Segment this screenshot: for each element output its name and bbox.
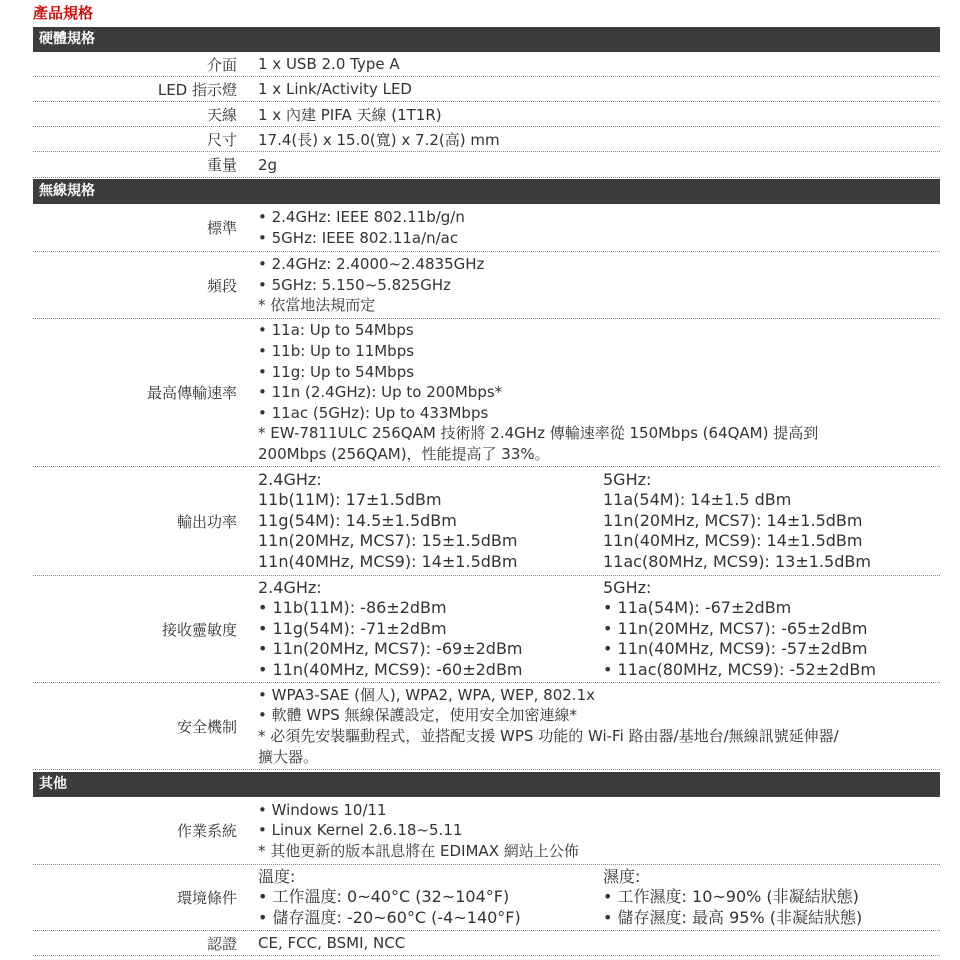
list-item: • 11n(40MHz, MCS9): -60±2dBm	[258, 660, 598, 681]
row-label: 作業系統	[176, 822, 237, 840]
spec-row-security	[33, 683, 940, 770]
row-label: 認證	[206, 934, 237, 953]
section-header-other: 其他	[33, 772, 940, 797]
footnote: 200Mbps (256QAM)，性能提高了 33%。	[258, 444, 550, 463]
column-head: 5GHz:	[603, 469, 652, 489]
column-head: 5GHz:	[603, 577, 652, 597]
list-item: • 11g(54M): -71±2dBm	[258, 619, 598, 640]
column-head: 2.4GHz:	[258, 577, 322, 597]
row-label: 標準	[206, 219, 237, 237]
list-item: • 11n (2.4GHz): Up to 200Mbps*	[258, 382, 940, 403]
list-item: • 11n(20MHz, MCS7): -69±2dBm	[258, 639, 598, 660]
row-label: 重量	[206, 156, 237, 174]
list-item: • 11a(54M): -67±2dBm	[603, 598, 940, 619]
spec-row-max-rate	[33, 319, 940, 467]
row-value: 1 x 內建 PIFA 天線 (1T1R)	[258, 105, 442, 124]
list-item: 11n(20MHz, MCS7): 15±1.5dBm	[258, 531, 518, 551]
section-header-wireless: 無線規格	[33, 179, 940, 204]
spec-row-rx-sensitivity	[33, 576, 940, 683]
list-item: • 11b(11M): -86±2dBm	[258, 598, 598, 619]
row-label: 最高傳輸速率	[146, 384, 237, 402]
list-item: • 11a: Up to 54Mbps	[258, 320, 940, 341]
section-header-hardware: 硬體規格	[33, 27, 940, 52]
list-item: • 11ac(80MHz, MCS9): -52±2dBm	[603, 660, 940, 681]
row-label: 介面	[206, 55, 237, 74]
list-item: 11b(11M): 17±1.5dBm	[258, 490, 442, 510]
spec-row-standard	[33, 204, 940, 252]
list-item: • 軟體 WPS 無線保護設定，使用安全加密連線*	[258, 705, 940, 726]
list-item: • 11g: Up to 54Mbps	[258, 362, 940, 383]
footnote: 擴大器。	[258, 747, 319, 766]
column-head: 2.4GHz:	[258, 469, 322, 489]
list-item: 11a(54M): 14±1.5 dBm	[603, 490, 792, 510]
list-item: • WPA3-SAE (個人), WPA2, WPA, WEP, 802.1x	[258, 685, 940, 706]
list-item: • 11n(40MHz, MCS9): -57±2dBm	[603, 639, 940, 660]
spec-row-dimensions	[33, 127, 940, 152]
list-item: • Windows 10/11	[258, 800, 940, 821]
list-item: • 11n(20MHz, MCS7): -65±2dBm	[603, 619, 940, 640]
spec-row-led	[33, 77, 940, 102]
row-label: 環境條件	[176, 889, 237, 907]
list-item: • 11ac (5GHz): Up to 433Mbps	[258, 403, 940, 424]
row-value: 17.4(長) x 15.0(寬) x 7.2(高) mm	[258, 130, 500, 149]
spec-row-antenna	[33, 102, 940, 127]
list-item: 11n(40MHz, MCS9): 14±1.5dBm	[258, 551, 518, 571]
row-value: 2g	[258, 155, 278, 174]
footnote: * EW-7811ULC 256QAM 技術將 2.4GHz 傳輸速率從 150Mbps (64QAM) 提高到	[258, 424, 819, 443]
row-label: 輸出功率	[176, 512, 237, 531]
spec-row-interface	[33, 52, 940, 77]
row-label: 天線	[206, 105, 237, 124]
spec-row-os	[33, 797, 940, 865]
footnote: * 依當地法規而定	[258, 296, 376, 315]
row-label: 接收靈敏度	[161, 620, 237, 639]
row-value: 1 x Link/Activity LED	[258, 80, 412, 98]
list-item: 11n(40MHz, MCS9): 14±1.5dBm	[603, 531, 863, 551]
row-label: 頻段	[206, 276, 237, 295]
row-label: 尺寸	[206, 130, 237, 149]
spec-row-certification	[33, 931, 940, 956]
list-item: 11ac(80MHz, MCS9): 13±1.5dBm	[603, 551, 871, 571]
row-label: 安全機制	[176, 717, 237, 736]
list-item: • 5GHz: 5.150~5.825GHz	[258, 275, 940, 296]
list-item: • 工作濕度: 10~90% (非凝結狀態)	[603, 887, 940, 908]
list-item: 11g(54M): 14.5±1.5dBm	[258, 510, 457, 530]
footnote: * 其他更新的版本訊息將在 EDIMAX 網站上公佈	[258, 841, 579, 860]
list-item: • 工作溫度: 0~40°C (32~104°F)	[258, 887, 598, 908]
list-item: • 儲存溫度: -20~60°C (-4~140°F)	[258, 908, 598, 929]
footnote: * 必須先安裝驅動程式，並搭配支援 WPS 功能的 Wi-Fi 路由器/基地台/無線訊號延伸器/	[258, 727, 839, 745]
row-value: CE, FCC, BSMI, NCC	[258, 934, 406, 952]
page-title: 產品規格	[33, 4, 94, 22]
spec-row-weight	[33, 152, 940, 178]
spec-row-output-power	[33, 467, 940, 576]
list-item: • 儲存濕度: 最高 95% (非凝結狀態)	[603, 908, 940, 929]
list-item: • 2.4GHz: IEEE 802.11b/g/n	[258, 207, 940, 228]
spec-row-environment	[33, 865, 940, 931]
row-value: 1 x USB 2.0 Type A	[258, 55, 400, 73]
list-item: 11n(20MHz, MCS7): 14±1.5dBm	[603, 510, 863, 530]
list-item: • Linux Kernel 2.6.18~5.11	[258, 820, 940, 841]
row-label: LED 指示燈	[157, 80, 237, 99]
list-item: • 11b: Up to 11Mbps	[258, 341, 940, 362]
column-head: 溫度:	[258, 866, 296, 886]
list-item: • 2.4GHz: 2.4000~2.4835GHz	[258, 254, 940, 275]
column-head: 濕度:	[603, 866, 641, 886]
list-item: • 5GHz: IEEE 802.11a/n/ac	[258, 228, 940, 249]
spec-row-frequency	[33, 252, 940, 319]
